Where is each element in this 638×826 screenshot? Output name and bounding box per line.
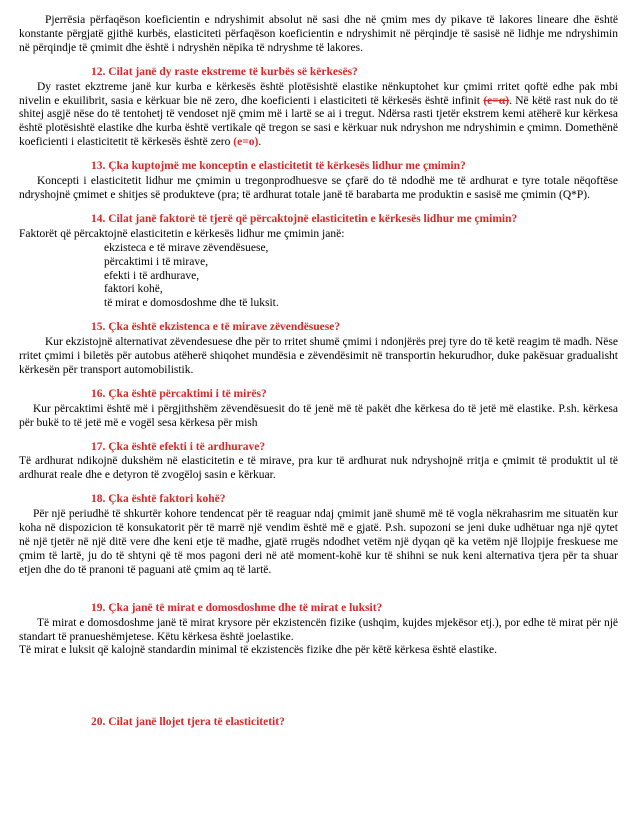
answer-q15: Kur ekzistojnë alternativat zëvendesuese dhe për to rritet shumë çmimi i ndonjërës prej tyre do të ketë reagim të madh. Nëse rritet çmimi i biletës për autobus atëherë shiqohet mundësia e zëvendësimit në transportin hekurudhor, duke pakësuar gradualisht kërkesën për transport automobilistik. [19,336,618,376]
factor-list [19,242,618,312]
answer-q12-part-c: . [258,136,262,149]
heading-q19: 19. Çka janë të mirat e domosdoshme dhe të mirat e luksit? [91,601,383,614]
intro-paragraph: Pjerrësia përfaqëson koeficientin e ndryshimit absolut në sasi dhe në çmim mes dy pikave të lakores lineare dhe është konstante përgjatë gjithë kurbës, elasticiteti përfaqëson koeficientin e ndryshimit në përqindje të sasisë në lidhje me ndryshimin në përqindje të çmimit dhe është i ndryshën nëpika të ndryshme të lakores. [19,14,618,54]
answer-q13: Koncepti i elasticitetit lidhur me çmimin u tregonprodhuesve se çfarë do të ndodhë me të ardhurat e tyre totale nëqoftëse ndryshojnë çmimet e shitjes së produkteve (pra; të ardhurat totale janë të barabarta me produktin e sasisë me çmimin (Q*P). [19,175,618,201]
answer-q18: Për një periudhë të shkurtër kohore tendencat për të reaguar ndaj çmimit janë shumë më të vogla nëkrahasrim me situatën kur koha në dispozicion të konsukatorit për të marrë një vendim është më e gjatë. P.sh. supozoni se jeni duke udhëtuar nga një qytet në një tjetër në një ditë vere dhe keni etje të madhe, gjatë rrugës ndodhet vetëm një dyqan që ka vetëm një llojpije freskuese me çmim të lartë, ju do të shtyni që të mos pagoni deri në atë moment-kohë kur të shihni se nuk keni alternativa tjera për ta shuar etjen dhe do të pranoni të paguani atë çmim aq të lartë. [19,508,618,576]
heading-q14: 14. Cilat janë faktorë të tjerë që përcaktojnë elasticitetin e kërkesës lidhur me çmimin? [91,212,518,225]
answer-q19-necessities: Të mirat e domosdoshme janë të mirat krysore për ekzistencën fizike (ushqim, kujdes mjekësor etj.), por edhe të mirat për një standart të pranueshëmjetese. Këtu kërkesa është joelastike. [19,616,618,643]
answer-q12 [19,81,618,151]
formula-zero: (e=o) [233,136,259,149]
answer-q12-part-b: . Në këtë rast nuk do të shitej asgjë nëse do të tentohetj të vendoset një çmim më i lartë se ai i tregut. Ndërsa rasti tjetër ekstrem kemi atëherë kur kërkesa është plotësishtë elastike dhe kurba është vertikale që tregon se sasi e kërkuar nuk ndryshon me ndryshimin e çmimn. Domethënë koeficienti i elasticitetit të kërkesës është zero [19,94,618,149]
heading-q20: 20. Cilat janë llojet tjera të elasticitetit? [91,716,285,729]
list-item: faktori kohë, [104,283,163,296]
heading-q13: 13. Çka kuptojmë me konceptin e elasticitetit të kërkesës lidhur me çmimin? [91,160,466,173]
answer-q12-part-a: Dy rastet ekztreme janë kur kurba e kërkesës është plotësishtë elastike nënkuptohet kur çmimi rritet qoftë edhe pak mbi nivelin e ekuilibrit, sasia e kërkuar bie në zero, dhe koeficienti i elasticiteti të kërkesës është infinit [19,80,618,107]
answer-q19-luxury: Të mirat e luksit që kalojnë standardin minimal të ekzistencës fizike dhe për këtë kërkesa është elastike. [19,644,498,657]
heading-q18: 18. Çka është faktori kohë? [91,493,226,506]
list-item: përcaktimi i të mirave, [104,255,209,268]
answer-q16: Kur përcaktimi është më i përgjithshëm zëvendësuesit do të jenë më të pakët dhe kërkesa do të jetë më elastike. P.sh. kërkesa për bukë to të jetë më e vogël sesa kërkesa për mish [19,402,618,429]
heading-q17: 17. Çka është efekti i të ardhurave? [91,440,266,453]
formula-infinite: (e=α) [483,94,510,107]
list-item: ekzisteca e të mirave zëvendësuese, [104,241,269,254]
list-item: efekti i të ardhurave, [104,269,200,282]
heading-q16: 16. Çka është përcaktimi i të mirës? [91,387,267,400]
heading-q15: 15. Çka është ekzistenca e të mirave zëvendësuese? [91,321,341,334]
answer-q17: Të ardhurat ndikojnë dukshëm në elasticitetin e të mirave, pra kur të ardhurat nuk ndryshojnë rritja e çmimit të produktit ul të ardhurat reale dhe e detyron të zvogëloj sasin e kërkuar. [19,455,618,482]
list-item: të mirat e domosdoshme dhe të luksit. [104,297,279,310]
heading-q12: 12. Cilat janë dy raste ekstreme të kurbës së kërkesës? [91,65,358,78]
answer-q14-lead: Faktorët që përcaktojnë elasticitetin e kërkesës lidhur me çmimin janë: [19,227,345,240]
